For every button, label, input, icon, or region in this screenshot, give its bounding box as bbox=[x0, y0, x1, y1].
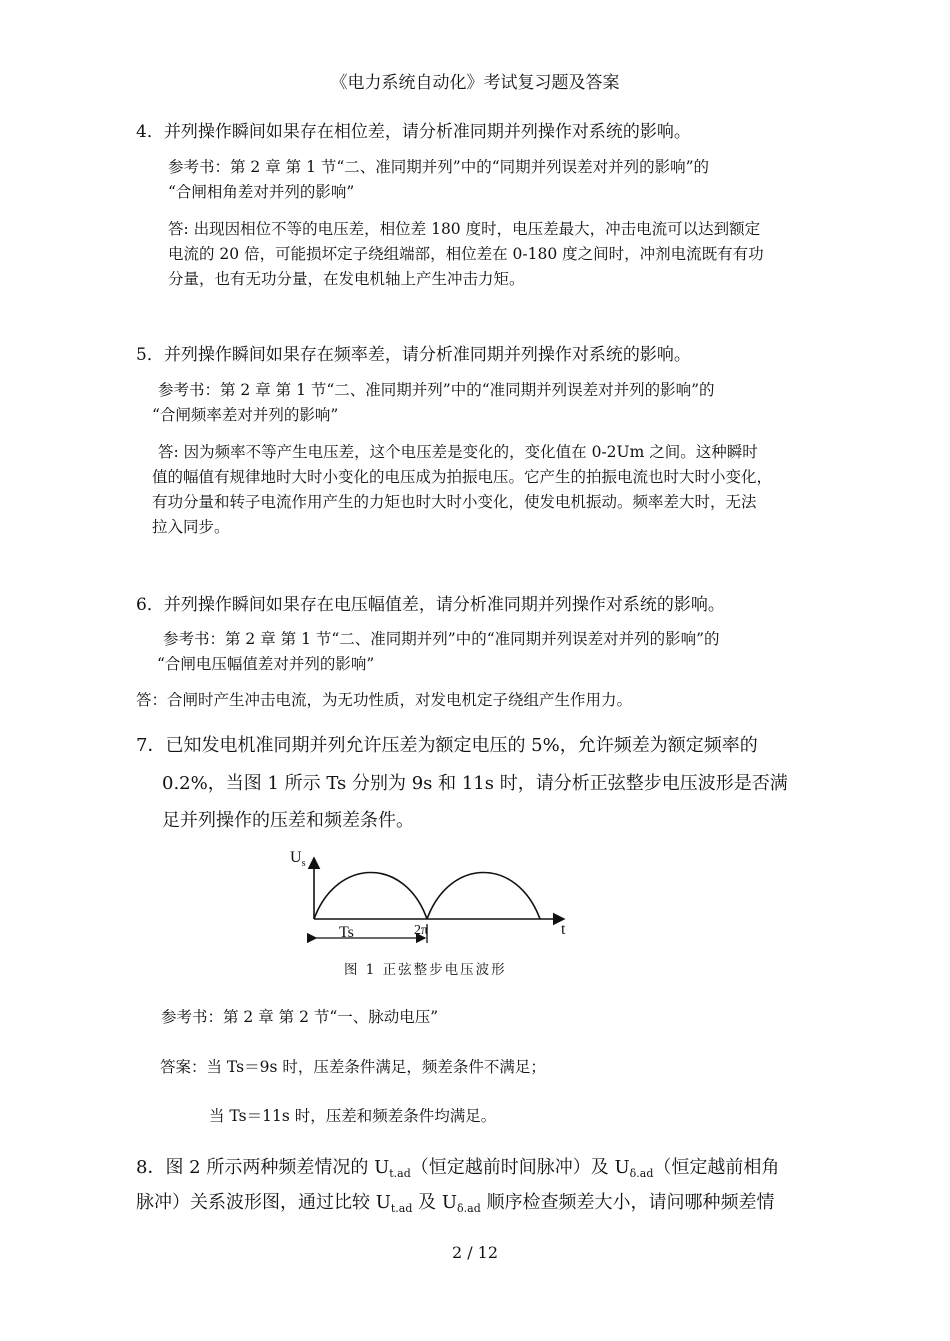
waveform-hump-2 bbox=[427, 873, 540, 920]
figure-1-caption: 图 1 正弦整步电压波形 bbox=[344, 962, 507, 978]
q7-reference-line1: 参考书：第 2 章 第 2 节“一、脉动电压” bbox=[161, 1008, 439, 1026]
question-8-line1: 8．图 2 所示两种频差情况的 $U_{t.ad}$（恒定越前时间脉冲）及 $U_{\delta.ad}$（恒定越前相角 bbox=[136, 1157, 780, 1180]
question-4: 4．并列操作瞬间如果存在相位差，请分析准同期并列操作对系统的影响。 bbox=[136, 122, 691, 142]
q5-reference-line2: “合闸频率差对并列的影响” bbox=[152, 406, 339, 424]
question-5: 5．并列操作瞬间如果存在频率差，请分析准同期并列操作对系统的影响。 bbox=[136, 345, 691, 365]
q7-answer-line1: 答案：当 Ts＝9s 时，压差条件满足，频差条件不满足； bbox=[160, 1058, 546, 1076]
question-6: 6．并列操作瞬间如果存在电压幅值差，请分析准同期并列操作对系统的影响。 bbox=[136, 595, 725, 615]
q7-answer-line2: 当 Ts＝11s 时，压差和频差条件均满足。 bbox=[209, 1107, 497, 1125]
figure-1-waveform bbox=[282, 842, 582, 954]
question-7-line2: 0.2%，当图 1 所示 Ts 分别为 9s 和 11s 时，请分析正弦整步电压波形是否满 bbox=[162, 773, 788, 794]
x-axis-label: t bbox=[561, 921, 566, 938]
q4-answer-line2: 电流的 20 倍，可能损坏定子绕组端部，相位差在 0-180 度之间时，冲剂电流既有有功 bbox=[168, 245, 764, 263]
y-axis-label: $U_s$ bbox=[290, 849, 306, 869]
question-7-line3: 足并列操作的压差和频差条件。 bbox=[162, 810, 414, 831]
question-8-line2: 脉冲）关系波形图，通过比较 $U_{t.ad}$ 及 $U_{\delta.ad}$ 顺序检查频差大小，请问哪种频差情 bbox=[136, 1192, 775, 1215]
question-7-line1: 7．已知发电机准同期并列允许压差为额定电压的 5%，允许频差为额定频率的 bbox=[136, 735, 758, 756]
q4-answer-line3: 分量，也有无功分量，在发电机轴上产生冲击力矩。 bbox=[168, 270, 525, 288]
q5-answer-line2: 值的幅值有规律地时大时小变化的电压成为拍振电压。它产生的拍振电流也时大时小变化， bbox=[152, 468, 773, 486]
page-title: 《电力系统自动化》考试复习题及答案 bbox=[330, 73, 620, 93]
q6-reference-line1: 参考书：第 2 章 第 1 节“二、准同期并列”中的“准同期并列误差对并列的影响”的 bbox=[163, 630, 720, 648]
waveform-hump-1 bbox=[314, 873, 427, 920]
q6-reference-line2: “合闸电压幅值差对并列的影响” bbox=[157, 655, 375, 673]
period-label: Ts bbox=[339, 924, 354, 941]
q5-answer-line4: 拉入同步。 bbox=[152, 518, 230, 536]
q4-reference-line1: 参考书：第 2 章 第 1 节“二、准同期并列”中的“同期并列误差对并列的影响”的 bbox=[168, 158, 710, 176]
two-pi-tick-label: 2π bbox=[414, 923, 429, 938]
q4-reference-line2: “合闸相角差对并列的影响” bbox=[168, 183, 355, 201]
q4-answer-line1: 答: 出现因相位不等的电压差，相位差 180 度时，电压差最大，冲击电流可以达到额定 bbox=[168, 220, 761, 238]
q6-answer-line1: 答：合闸时产生冲击电流，为无功性质，对发电机定子绕组产生作用力。 bbox=[136, 691, 633, 709]
q5-reference-line1: 参考书：第 2 章 第 1 节“二、准同期并列”中的“准同期并列误差对并列的影响”的 bbox=[158, 381, 715, 399]
q5-answer-line1: 答: 因为频率不等产生电压差，这个电压差是变化的，变化值在 0-2Um 之间。这种瞬时 bbox=[158, 443, 758, 461]
page-number: 2 / 12 bbox=[451, 1243, 499, 1262]
q5-answer-line3: 有功分量和转子电流作用产生的力矩也时大时小变化，使发电机振动。频率差大时，无法 bbox=[152, 493, 757, 511]
